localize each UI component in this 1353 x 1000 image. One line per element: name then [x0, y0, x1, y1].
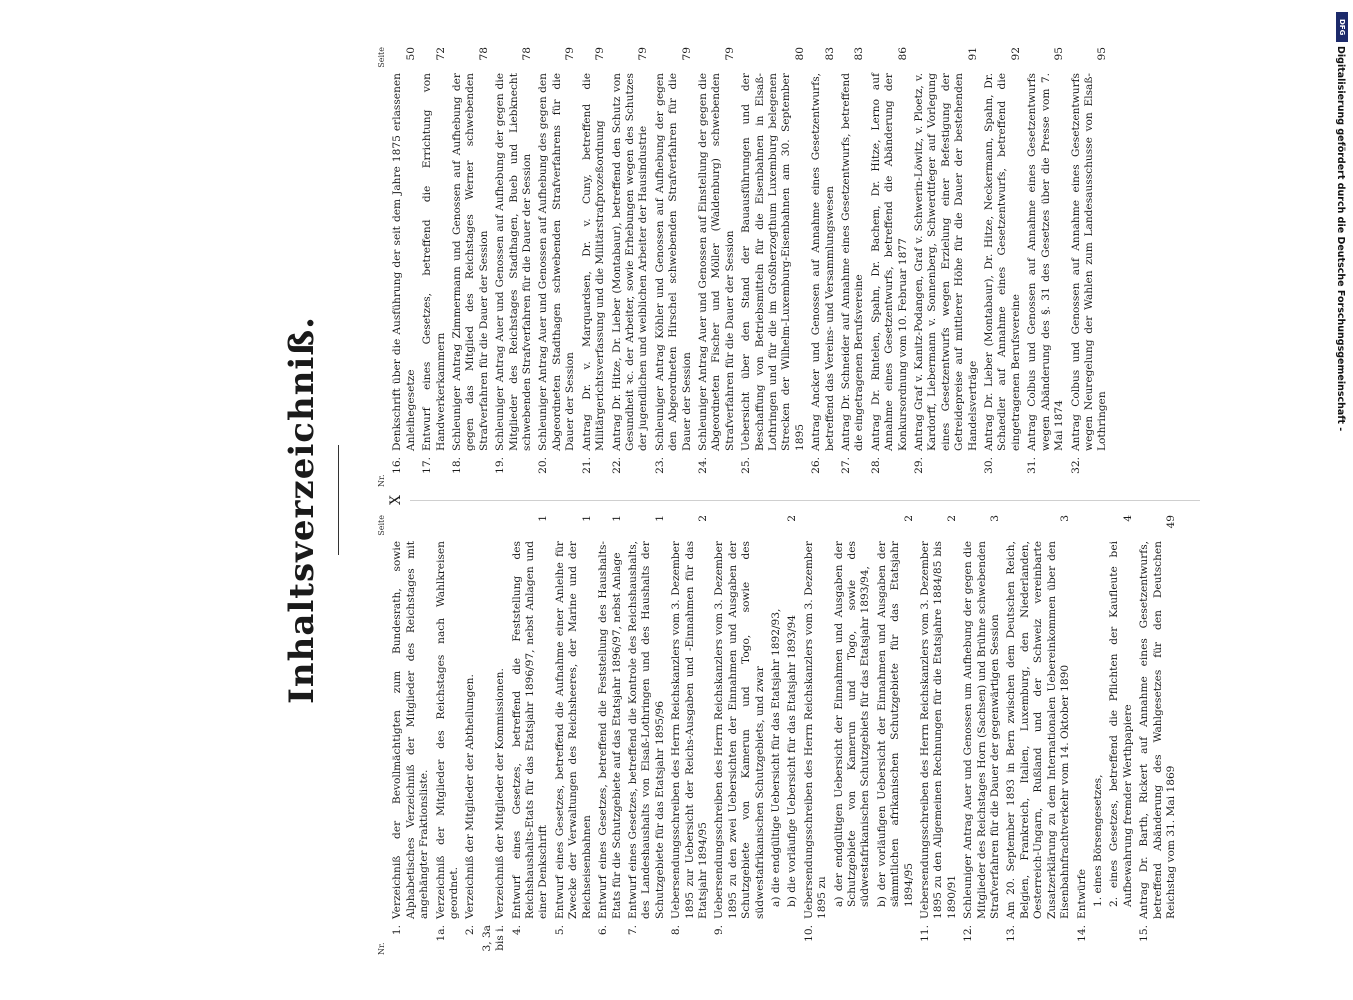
toc-entry — [391, 515, 431, 955]
entry-number: 2. — [464, 925, 477, 936]
column-header-nr: Nr. — [377, 942, 386, 955]
entry-page: 1 — [537, 515, 550, 522]
toc-entry — [627, 515, 667, 955]
entry-text: Verzeichniß der Bevollmächtigten zum Bundesrath, sowie Alphabetisches Verzeichniß der Mitglieder des Reichstages mit angehängter Fraktionsliste. — [391, 541, 431, 919]
entry-text: Schleuniger Antrag Auer und Genossen auf Aufhebung des gegen den Abgeordneten Stadthagen schwebenden Strafverfahrens für die Dauer der Session — [537, 73, 577, 451]
entry-text: Antrag Dr. Rintelen, Spahn, Dr. Bachem, Dr. Hitze, Lerno auf Annahme eines Gesetzentwurfs, betreffend die Abänderung der Konkursordnung vom 10. Februar 1877 — [869, 73, 909, 451]
entry-text: a) der endgültigen Uebersicht der Einnahmen und Ausgaben der Schutzgebiete von Kamerun und Togo, sowie des südwestafrikanischen Schutzgebiets für das Etatsjahr 1893/94, — [832, 541, 872, 907]
entry-number: 1a. — [434, 925, 447, 942]
entry-page: 79 — [680, 47, 693, 61]
toc-entry — [1092, 515, 1105, 955]
entry-page: 3 — [989, 515, 1002, 522]
column-header-nr: Nr. — [377, 474, 386, 487]
entry-text: Denkschrift über die Ausführung der seit dem Jahre 1875 erlassenen Anleihegesetze — [391, 73, 417, 451]
entry-text: Antrag Dr. Hitze, Dr. Lieber (Montabaur), betreffend den Schutz von Gesundheit ꝛc. der Arbeiter, sowie Erhebungen wegen des Schutzes der jugendlichen und weiblichen Arbeiter der Hausindustrie — [610, 73, 650, 451]
title-divider — [338, 445, 339, 555]
handwritten-x-mark: X — [388, 495, 404, 505]
left-entry-list — [391, 515, 1178, 955]
entry-text: Entwurf eines Gesetzes, betreffend die Feststellung des Reichshaushalts-Etats für das Etatsjahr 1896/97, nebst Anlagen und einer Denkschrift — [510, 541, 550, 919]
toc-entry — [1005, 515, 1072, 955]
toc-entry — [803, 515, 830, 955]
entry-page: 78 — [477, 47, 490, 61]
toc-entry — [1138, 515, 1178, 955]
entry-page: 80 — [793, 47, 806, 61]
toc-entry — [537, 47, 577, 487]
entry-text: Schleuniger Antrag Köhler und Genossen auf Aufhebung der gegen den Abgeordneten Hirschel schwebenden Strafverfahren für die Dauer der Session — [653, 73, 693, 451]
toc-entry — [670, 515, 710, 955]
toc-entry — [481, 515, 508, 955]
entry-number: 8. — [670, 925, 683, 936]
entry-text: Verzeichniß der Mitglieder der Kommissionen. — [494, 668, 507, 919]
toc-entry — [554, 515, 594, 955]
entry-number: 15. — [1138, 925, 1151, 942]
entry-number: 30. — [983, 457, 996, 474]
entry-text: b) der vorläufigen Uebersicht der Einnahmen und Ausgaben der sämmtlichen afrikanischen Schutzgebiete für das Etatsjahr 1894/95 — [875, 541, 915, 907]
entry-page: 1 — [610, 515, 623, 522]
entry-page: 79 — [637, 47, 650, 61]
toc-entry — [786, 515, 799, 955]
toc-entry — [611, 47, 651, 487]
entry-number: 1. — [391, 925, 404, 936]
column-divider — [410, 500, 1200, 501]
entry-page: 1 — [580, 515, 593, 522]
entry-number: 14. — [1075, 925, 1088, 942]
dfg-logo: DFG — [1336, 12, 1348, 42]
page-title: Inhaltsverzeichniß. — [282, 315, 322, 705]
entry-page: 50 — [404, 47, 417, 61]
entry-text: Antrag Colbus und Genossen auf Annahme eines Gesetzentwurfs wegen Neuregelung der Wahlen zum Landesausschusse von Elsaß-Lothringen — [1069, 73, 1109, 451]
entry-number: 7. — [626, 925, 639, 936]
entry-text: Entwurf eines Gesetzes, betreffend die Kontrole des Reichshaushalts, des Landeshaushalts von Elsaß-Lothringen und des Haushalts der Schutzgebiete für das Etatsjahr 1895/96 — [626, 541, 666, 919]
left-column-header — [375, 515, 388, 955]
entry-number: 10. — [802, 925, 815, 942]
entry-page: 2 — [696, 515, 709, 522]
entry-text: Verzeichniß der Mitglieder der Abtheilungen. — [464, 674, 477, 919]
entry-number: 9. — [713, 925, 726, 936]
toc-entry — [435, 515, 462, 955]
toc-entry — [391, 47, 418, 487]
entry-text: Entwürfe — [1075, 869, 1088, 919]
entry-text: Antrag Dr. Schneider auf Annahme eines Gesetzentwurfs, betreffend die eingetragenen Berufsvereine — [840, 73, 866, 451]
entry-number: 16. — [391, 457, 404, 474]
entry-page: 2 — [786, 515, 799, 522]
toc-entry — [597, 515, 624, 955]
entry-text: Schleuniger Antrag Zimmermann und Genossen auf Aufhebung der gegen das Mitglied des Reichstages Werner schwebenden Strafverfahren für die Dauer der Session — [451, 73, 490, 451]
toc-entry — [770, 515, 783, 955]
entry-text: Am 20. September 1893 in Bern zwischen dem Deutschen Reich, Belgien, Frankreich, Italien, Luxemburg, den Niederlanden, Oesterreich-Ungarn, Rußland und der Schweiz vereinbarte Zusatzerklärung zu dem Internationalen Uebereinkommen über den Eisenbahnfrachtverkehr vom 14. Oktober 1890 — [1005, 541, 1072, 919]
entry-text: b) die vorläufige Uebersicht für das Etatsjahr 1893/94 — [786, 615, 799, 907]
entry-number: 24. — [696, 457, 709, 474]
entry-number: 31. — [1026, 457, 1039, 474]
entry-number: 3, 3a bis i. — [480, 925, 507, 952]
entry-text: Entwurf eines Gesetzes, betreffend die Errichtung von Handwerkerkammern — [421, 73, 447, 451]
entry-text: Entwurf eines Gesetzes, betreffend die Feststellung des Haushalts-Etats für die Schutzgebiete auf das Etatsjahr 1896/97, nebst Anlage — [597, 541, 623, 919]
entry-number: 32. — [1069, 457, 1082, 474]
entry-number: 28. — [869, 457, 882, 474]
entry-text: Antrag Colbus und Genossen auf Annahme eines Gesetzentwurfs wegen Abänderung des §. 31 des Gesetzes über die Presse vom 7. Mai 1874 — [1026, 73, 1066, 451]
entry-page: 79 — [564, 47, 577, 61]
entry-text: Entwurf eines Gesetzes, betreffend die Aufnahme einer Anleihe für Zwecke der Verwaltungen des Reichsheeres, der Marine und der Reichseisenbahnen — [553, 541, 593, 919]
toc-entry — [740, 47, 807, 487]
entry-text: Antrag Dr. v. Marquardsen, Dr. v. Cuny, betreffend die Militärgerichtsverfassung und die Militärstrafprozeßordnung — [580, 73, 607, 451]
entry-number: 25. — [740, 457, 753, 474]
entry-text: a) die endgültige Uebersicht für das Etatsjahr 1892/93, — [769, 608, 782, 907]
toc-entry — [962, 515, 1002, 955]
right-column — [375, 47, 1113, 487]
entry-number: 23. — [653, 457, 666, 474]
column-header-seite: Seite — [377, 515, 386, 536]
entry-number: 27. — [840, 457, 852, 474]
entry-number: 26. — [810, 457, 823, 474]
entry-number: 13. — [1005, 925, 1018, 942]
toc-entry — [581, 47, 608, 487]
entry-text: Schleuniger Antrag Auer und Genossen auf Aufhebung der gegen die Mitglieder des Reichstages Stadthagen, Bueb und Liebknecht schwebenden Strafverfahren für die Dauer der Session — [494, 73, 534, 451]
entry-text: Schleuniger Antrag Auer und Genossen um Aufhebung der gegen die Mitglieder des Reichstages Horn (Sachsen) und Brühne schwebenden Strafverfahren für die Dauer der gegenwärtigen Session — [962, 541, 1002, 919]
toc-entry — [654, 47, 694, 487]
entry-page: 2 — [945, 515, 958, 522]
toc-entry — [919, 515, 959, 955]
column-header-seite: Seite — [377, 47, 386, 68]
toc-entry — [876, 515, 916, 955]
entry-number: 6. — [597, 925, 610, 936]
document-page — [280, 45, 1353, 975]
toc-entry — [697, 47, 737, 487]
entry-page: 86 — [896, 47, 909, 61]
entry-text: Antrag Graf v. Kanitz-Podangen, Graf v. Schwerin-Löwitz, v. Ploetz, v. Kardorff, Liebermann v. Sonnenberg, Schwerdtfeger auf Vorlegung eines Gesetzentwurfs wegen Erzielung einer Befestigung der Getreidepreise auf mittlerer Höhe für die Dauer der bestehenden Handelsverträge — [913, 73, 979, 451]
toc-entry — [713, 515, 767, 955]
entry-number: 19. — [494, 457, 507, 474]
entry-number: 22. — [610, 457, 623, 474]
entry-page: 72 — [434, 47, 447, 61]
entry-number: 4. — [510, 925, 523, 936]
toc-entry — [833, 515, 873, 955]
entry-text: Antrag Ancker und Genossen auf Annahme eines Gesetzentwurfs, betreffend das Vereins- und Versammlungswesen — [810, 73, 836, 451]
entry-page: 1 — [653, 515, 666, 522]
entry-page: 92 — [1009, 47, 1022, 61]
entry-page: 91 — [966, 47, 979, 61]
entry-number: 18. — [451, 457, 464, 474]
entry-page: 4 — [1121, 515, 1134, 522]
entry-text: Uebersicht über den Stand der Bauausführungen und der Beschaffung von Betriebsmitteln für die Eisenbahnen in Elsaß-Lothringen und für die im Großherzogthum Luxemburg belegenen Strecken der Wilhelm-Luxemburg-Eisenbahnen am 30. September 1895 — [740, 73, 806, 451]
entry-text: Uebersendungsschreiben des Herrn Reichskanzlers vom 3. Dezember 1895 zu — [802, 541, 829, 919]
toc-entry — [870, 47, 910, 487]
entry-number: 21. — [580, 457, 593, 474]
toc-entry — [511, 515, 551, 955]
right-column-header — [375, 47, 388, 487]
entry-text: 2. eines Gesetzes, betreffend die Pflichten der Kaufleute bei Aufbewahrung fremder Werthpapiere — [1108, 541, 1134, 907]
entry-page: 79 — [723, 47, 736, 61]
toc-entry — [1070, 47, 1110, 487]
right-entry-list — [391, 47, 1109, 487]
entry-text: Antrag Dr. Lieber (Montabaur), Dr. Hitze, Neckermann, Spahn, Dr. Schaedler auf Annahme eines Gesetzentwurfs, betreffend die eingetragenen Berufsvereine — [983, 73, 1022, 451]
entry-page: 49 — [1164, 515, 1177, 529]
entry-text: Schleuniger Antrag Auer und Genossen auf Einstellung der gegen die Abgeordneten Fischer und Möller (Waldenburg) schwebenden Strafverfahren für die Dauer der Session — [696, 73, 736, 451]
entry-text: Uebersendungsschreiben des Herrn Reichskanzlers vom 3. Dezember 1895 zur Uebersicht der Reichs-Ausgaben und -Einnahmen für das Etatsjahr 1894/95 — [670, 541, 709, 919]
entry-text: Verzeichniß der Mitglieder des Reichstages nach Wahlkreisen geordnet. — [434, 541, 461, 919]
toc-entry — [913, 47, 980, 487]
entry-page: 3 — [1059, 515, 1072, 522]
digitization-credit — [1334, 10, 1350, 432]
toc-entry — [810, 47, 837, 487]
entry-page: 78 — [521, 47, 534, 61]
entry-page: 83 — [853, 47, 866, 61]
toc-entry — [1108, 515, 1135, 955]
entry-page: 95 — [1096, 47, 1109, 61]
toc-entry — [1076, 515, 1089, 955]
toc-entry — [494, 47, 534, 487]
toc-entry — [421, 47, 448, 487]
entry-text: Uebersendungsschreiben des Herrn Reichskanzlers vom 3. Dezember 1895 zu den zwei Uebersichten der Einnahmen und Ausgaben der Schutzgebiete von Kamerun und Togo, sowie des südwestafrikanischen Schutzgebiets, und zwar — [713, 541, 766, 919]
entry-number: 29. — [913, 457, 926, 474]
toc-entry — [983, 47, 1023, 487]
left-column — [375, 515, 1181, 955]
toc-entry — [840, 47, 867, 487]
entry-number: 20. — [537, 457, 550, 474]
entry-page: 79 — [594, 47, 607, 61]
toc-entry — [1026, 47, 1066, 487]
entry-number: 11. — [919, 925, 932, 942]
toc-entry — [451, 47, 491, 487]
entry-page: 83 — [823, 47, 836, 61]
credit-text: Digitalisierung gefördert durch die Deutsche Forschungsgemeinschaft - — [1335, 46, 1346, 432]
entry-text: 1. eines Börsengesetzes, — [1091, 774, 1104, 907]
entry-page: 2 — [902, 515, 915, 522]
entry-text: Antrag Dr. Barth, Rickert auf Annahme eines Gesetzentwurfs, betreffend Abänderung des Wahlgesetzes für den Deutschen Reichstag vom 31. Mai 1869 — [1138, 541, 1177, 919]
entry-number: 17. — [421, 457, 434, 474]
toc-entry — [464, 515, 477, 955]
entry-number: 5. — [553, 925, 566, 936]
entry-number: 12. — [962, 925, 975, 942]
entry-page: 95 — [1053, 47, 1066, 61]
entry-text: Uebersendungsschreiben des Herrn Reichskanzlers vom 3. Dezember 1895 zu den Allgemeinen Rechnungen für die Etatsjahre 1884/85 bis 1890/91 — [919, 541, 958, 919]
